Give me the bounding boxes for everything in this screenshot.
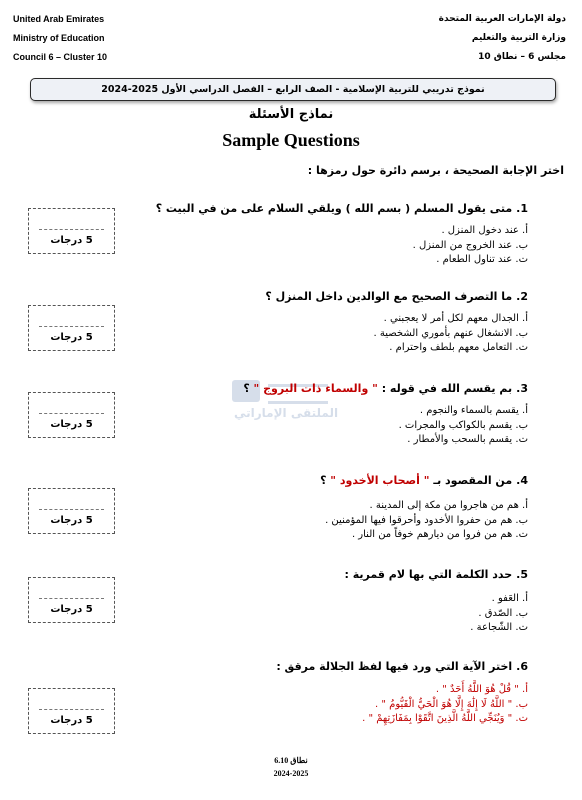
option[interactable]: ب. الصّدق . bbox=[478, 607, 528, 619]
watermark-text: الملتقى الإماراتي bbox=[234, 406, 339, 420]
option[interactable]: ت. الشّجاعة . bbox=[470, 622, 528, 633]
question-1-title: 1.متى يقول المسلم ( بسم الله ) ويلقي السلام على من في البيت ؟ bbox=[155, 202, 528, 215]
country-ar: دولة الإمارات العربية المتحدة bbox=[438, 14, 566, 24]
question-3-options bbox=[399, 404, 528, 448]
question-5-title: 5.حدد الكلمة التي بها لام قمرية : bbox=[344, 568, 528, 581]
term-highlight: " أصحاب الأخدود " bbox=[330, 474, 430, 487]
question-2-options bbox=[374, 312, 529, 356]
header-right bbox=[439, 10, 566, 67]
score-label: 5 درجات bbox=[50, 235, 93, 246]
option[interactable]: ت. " وَيُنَجِّي اللَّهُ الَّذِينَ اتَّقَوْا بِمَفَازَتِهِمْ " . bbox=[362, 713, 528, 724]
option[interactable]: أ. " قُلْ هُوَ اللَّهُ أَحَدٌ " . bbox=[435, 684, 528, 695]
ministry-en: Ministry of Education bbox=[13, 33, 105, 43]
option[interactable]: ت. يقسم بالسحب والأمطار . bbox=[407, 434, 528, 445]
score-box-6 bbox=[28, 688, 115, 734]
option[interactable]: ت. التعامل معهم بلطف واحترام . bbox=[389, 342, 528, 353]
instruction-text: اختر الإجابة الصحيحة ، برسم دائرة حول رمزها : bbox=[307, 164, 564, 177]
option[interactable]: ب. " اللَّهُ لَا إِلَٰهَ إِلَّا هُوَ الْحَيُّ الْقَيُّومُ " . bbox=[375, 698, 528, 710]
option[interactable]: أ. يقسم بالسماء والنجوم . bbox=[419, 405, 528, 416]
page-title-arabic: نماذج الأسئلة bbox=[248, 107, 334, 122]
score-label: 5 درجات bbox=[50, 715, 93, 726]
council-ar: مجلس 6 – نطاق 10 bbox=[478, 52, 566, 62]
banner-text: نموذج تدريبي للتربية الإسلامية - الصف الرابع – الفصل الدراسي الأول 2025-2024 bbox=[101, 84, 485, 95]
option[interactable]: ت. عند تناول الطعام . bbox=[436, 254, 528, 265]
header-left bbox=[13, 10, 107, 67]
question-4-options bbox=[325, 499, 528, 543]
page-title-english: Sample Questions bbox=[222, 130, 360, 150]
question-6-title: 6.اختر الآية التي ورد فيها لفظ الجلالة مرقق : bbox=[276, 660, 528, 673]
option[interactable]: ت. هم من فروا من ديارهم خوفاً من النار . bbox=[351, 529, 528, 540]
option[interactable]: أ. العَفو . bbox=[491, 593, 528, 604]
option[interactable]: ب. الانشغال عنهم بأموري الشخصية . bbox=[373, 327, 528, 339]
option[interactable]: أ. عند دخول المنزل . bbox=[441, 225, 528, 236]
footer-year: 2024-2025 bbox=[273, 769, 309, 778]
question-1-options bbox=[413, 224, 528, 268]
footer-cluster: نطاق 6.10 bbox=[274, 756, 308, 765]
score-label: 5 درجات bbox=[50, 332, 93, 343]
question-2-title: 2.ما التصرف الصحيح مع الوالدين داخل المنزل ؟ bbox=[265, 290, 528, 303]
option[interactable]: أ. هم من هاجروا من مكة إلى المدينة . bbox=[369, 500, 528, 511]
option[interactable]: ب. يقسم بالكواكب والمجرات . bbox=[398, 419, 528, 431]
question-4-title: 4.من المقصود بـ " أصحاب الأخدود " ؟ bbox=[320, 474, 528, 487]
exam-banner bbox=[30, 78, 556, 101]
score-box-4 bbox=[28, 488, 115, 534]
ministry-ar: وزارة التربية والتعليم bbox=[471, 33, 566, 43]
country-en: United Arab Emirates bbox=[13, 14, 105, 24]
option[interactable]: ب. هم من حفروا الأخدود وأحرقوا فيها المؤمنين . bbox=[325, 514, 528, 526]
score-box-3 bbox=[28, 392, 115, 438]
page-footer bbox=[0, 754, 582, 780]
verse-highlight: " والسماء ذات البروج " bbox=[253, 382, 378, 395]
score-box-5 bbox=[28, 577, 115, 623]
option[interactable]: ب. عند الخروج من المنزل . bbox=[412, 239, 528, 251]
score-box-2 bbox=[28, 305, 115, 351]
score-label: 5 درجات bbox=[50, 604, 93, 615]
score-label: 5 درجات bbox=[50, 419, 93, 430]
option[interactable]: أ. الجدال معهم لكل أمر لا يعجبني . bbox=[383, 313, 528, 324]
score-box-1 bbox=[28, 208, 115, 254]
question-3-title: 3.بم يقسم الله في قوله : " والسماء ذات البروج " ؟ bbox=[243, 382, 528, 395]
question-6-options bbox=[362, 683, 528, 727]
question-5-options bbox=[470, 592, 528, 636]
council-en: Council 6 – Cluster 10 bbox=[13, 52, 108, 62]
score-label: 5 درجات bbox=[50, 515, 93, 526]
